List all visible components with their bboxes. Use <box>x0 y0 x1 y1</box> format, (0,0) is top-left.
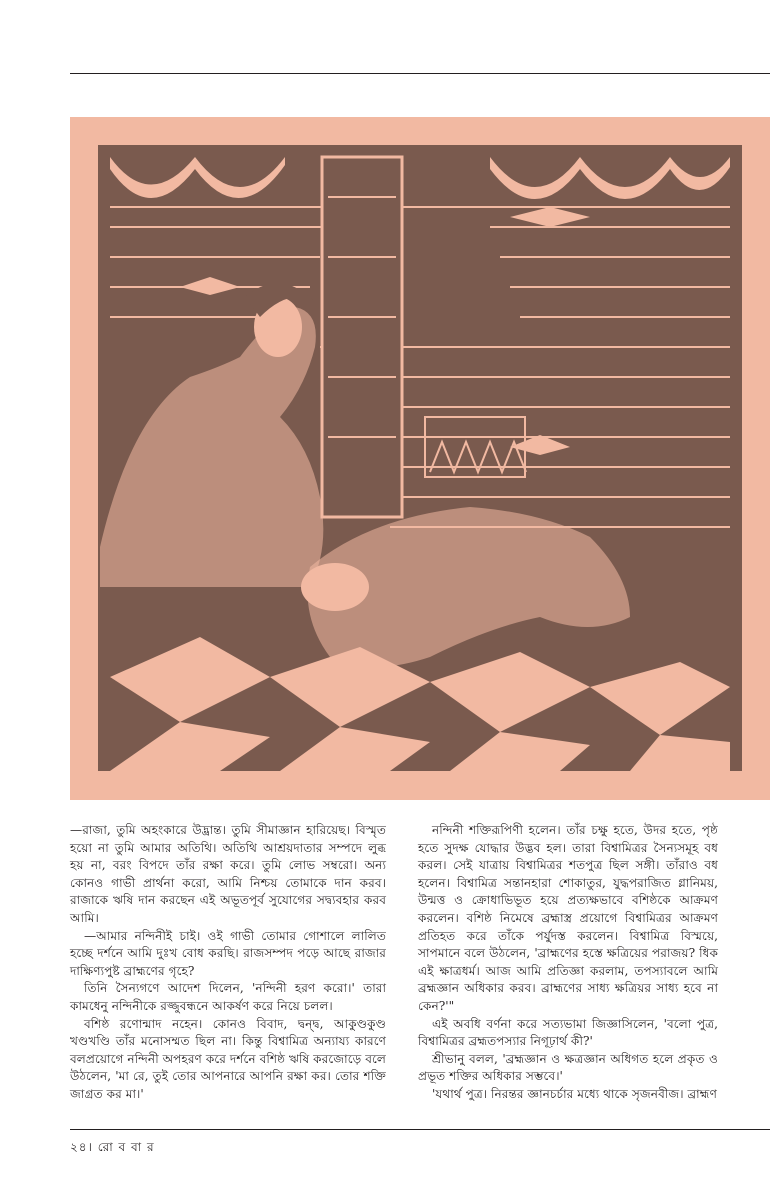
publication-name: রো ব বা র <box>97 1140 155 1154</box>
paragraph: 'যথার্থ পুত্র। নিরন্তর জ্ঞানচর্চার মধ্যে থাকে সৃজনবীজ। ব্রাহ্মণ <box>432 1086 717 1101</box>
illustration <box>70 117 770 800</box>
top-rule <box>70 73 770 74</box>
footer-separator: । <box>87 1140 93 1154</box>
article-right-column <box>418 822 718 1104</box>
paragraph: —রাজা, তুমি অহংকারে উদ্ভ্রান্ত। তুমি সীমাজ্ঞান হারিয়েছ। বিস্মৃত হয়ো না তুমি আমার অতিথি। অতিথি আশ্রয়দাতার সম্পদে লুব্ধ হয় না, বরং বিপদে তাঁর রক্ষা করে। তুমি লোভ সম্বরো। অন্য কোনও গাভী প্রার্থনা করো, আমি নিশ্চয় তোমাকে দান করব। রাজাকে ঋষি দান করছেন এই অভূতপূর্ব সুযোগের সদ্ব্যবহার করব আমি। <box>70 823 386 925</box>
pillar <box>322 157 402 517</box>
article-left-column <box>70 822 386 1104</box>
paragraph: শ্রীভানু বলল, 'ব্রহ্মজ্ঞান ও ক্ষত্রজ্ঞান অধিগত হলে প্রকৃত ও প্রভূত শক্তির অধিকার সম্ভবে।' <box>418 1051 718 1084</box>
paragraph: এই অবধি বর্ণনা করে সত্যভামা জিজ্ঞাসিলেন, 'বলো পুত্র, বিশ্বামিত্রর ব্রহ্মতপস্যার নিগূঢ়ার্থ কী?' <box>418 1016 718 1049</box>
bottom-rule <box>70 1129 770 1130</box>
illustration-svg <box>70 117 770 800</box>
page-number: ২৪ <box>70 1140 88 1154</box>
paragraph: —আমার নন্দিনীই চাই। ওই গাভী তোমার গোশালে লালিত হচ্ছে দর্শনে আমি দুঃখ বোধ করছি। রাজসম্পদ পড়ে আছে রাজার দাক্ষিণ্যপুষ্ট ব্রাহ্মণের গৃহে? <box>70 928 386 978</box>
paragraph: বশিষ্ঠ রণোন্মাদ নহেন। কোনও বিবাদ, দ্বন্দ্ব, আকুণ্ডকুণ্ড খণ্ডখণ্ডি তাঁর মনোসম্মত ছিল না। কিন্তু বিশ্বামিত্র অন্যায্য কারণে বলপ্রয়োগে নন্দিনী অপহরণ করে দর্শনে বশিষ্ঠ ঋষি করজোড়ে বলে উঠলেন, 'মা রে, তুই তোর আপনারে আপনি রক্ষা কর। তোর শক্তি জাগ্রত কর মা।' <box>70 1016 386 1101</box>
paragraph: তিনি সৈন্যগণে আদেশ দিলেন, 'নন্দিনী হরণ করো।' তারা কামধেনু নন্দিনীকে রজ্জুবন্ধনে আকর্ষণ করে নিয়ে চলল। <box>70 981 386 1013</box>
paragraph: নন্দিনী শক্তিরূপিণী হলেন। তাঁর চক্ষু হতে, উদর হতে, পৃষ্ঠ হতে সুদক্ষ যোদ্ধার উদ্ভব হল। তারা বিশ্বামিত্রর সৈন্যসমূহ বধ করল। সেই যাত্রায় বিশ্বামিত্রর শতপুত্র ছিল সঙ্গী। তাঁরাও বধ হলেন। বিশ্বামিত্র সন্তানহারা শোকাতুর, যুদ্ধপরাজিত গ্লানিময়, উন্মত্ত ও ক্রোধাভিভূত হয়ে প্রত্যক্ষভাবে বশিষ্ঠকে আক্রমণ করলেন। বশিষ্ঠ নিমেষে ব্রহ্মাস্ত্র প্রয়োগে বিশ্বামিত্রর আক্রমণ প্রতিহত করে তাঁকে পর্যুদস্ত করলেন। বিশ্বামিত্র বিস্ময়ে, সাপমানে বলে উঠলেন, 'ব্রাহ্মণের হস্তে ক্ষত্রিয়ের পরাজয়? ধিক এই ক্ষাত্রধর্ম। আজ আমি প্রতিজ্ঞা করলাম, তপস্যাবলে আমি ব্রহ্মজ্ঞান অধিকার করব। ব্রাহ্মণের সাধ্য ক্ষত্রিয়র সাধ্য হবে না কেন?'" <box>418 823 718 1013</box>
page-footer <box>70 1139 155 1159</box>
